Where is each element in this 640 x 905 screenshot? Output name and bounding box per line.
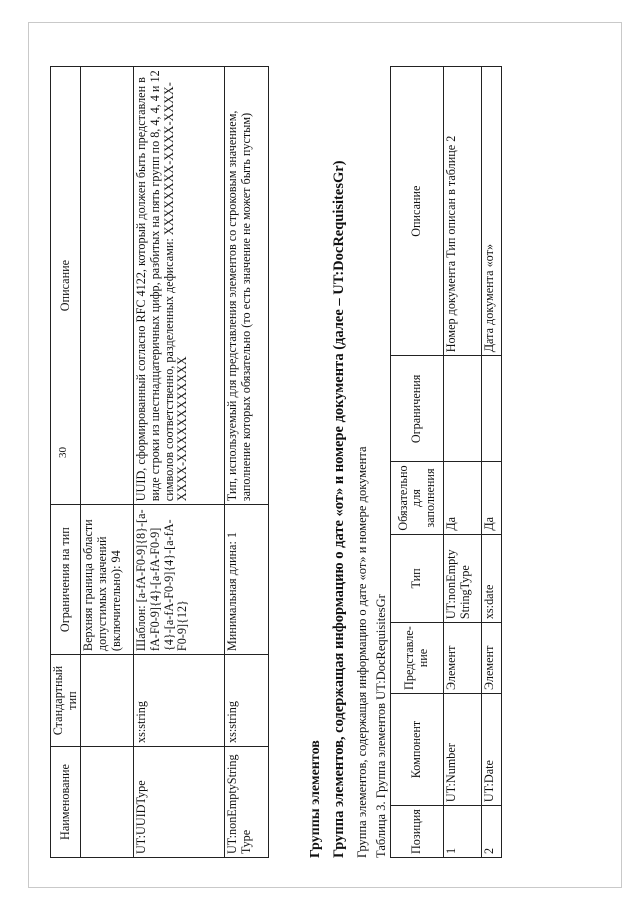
header-description: Описание <box>51 67 81 505</box>
cell-position: 1 <box>444 806 482 858</box>
header-position: Позиция <box>391 806 444 858</box>
header-component: Компонент <box>391 693 444 805</box>
cell-type: UT:nonEmpty StringType <box>444 534 482 623</box>
cell-description: Дата документа «от» <box>482 67 502 356</box>
table-row <box>444 67 482 858</box>
table-row <box>134 67 225 858</box>
cell-type: xs:date <box>482 534 502 623</box>
header-required: Обязательно для заполнения <box>391 462 444 534</box>
page-number: 30 <box>57 447 69 458</box>
table-row <box>225 67 269 858</box>
header-type: Тип <box>391 534 444 623</box>
header-constraints: Ограничения <box>391 356 444 462</box>
cell-representation: Элемент <box>482 623 502 694</box>
types-table <box>50 66 269 858</box>
section-heading: Группы элементов <box>308 740 323 858</box>
cell-required: Да <box>482 462 502 534</box>
cell-description: Тип, используемый для представления элементов со строковым значением, заполнение которых обязательно (то есть значение не может быть пустым) <box>225 67 269 505</box>
header-type-constraints: Ограничения на тип <box>51 505 81 655</box>
table-caption: Таблица 3. Группа элементов UT:DocRequisitesGr <box>374 594 388 858</box>
cell-name: UT:UUIDType <box>134 747 225 858</box>
header-name: Наименование <box>51 747 81 858</box>
cell-constraints <box>444 356 482 462</box>
cell-constraints <box>482 356 502 462</box>
cell-description: UUID, сформированный согласно RFC 4122, который должен быть представлен в виде строки из шестнадцатеричных цифр, разбитых на пять групп по 8, 4, 4, 4 и 12 символов соответственно, разделенных дефисами: XXXXXXXX-XXXX-XXXX-XXXX-XXXXXXXXXXXX <box>134 67 225 505</box>
cell-position: 2 <box>482 806 502 858</box>
cell-component: UT:Date <box>482 693 502 805</box>
cell-name <box>81 747 134 858</box>
group-description: Группа элементов, содержащая информацию о дате «от» и номере документа <box>355 446 369 858</box>
cell-description: Номер документа Тип описан в таблице 2 <box>444 67 482 356</box>
cell-component: UT:Number <box>444 693 482 805</box>
table-row <box>482 67 502 858</box>
header-description: Описание <box>391 67 444 356</box>
header-standard-type: Стандартный тип <box>51 655 81 747</box>
doc-requisites-table <box>390 66 502 858</box>
header-representation: Представле-ние <box>391 623 444 694</box>
cell-required: Да <box>444 462 482 534</box>
rotated-page-content <box>50 58 570 858</box>
cell-standard-type <box>81 655 134 747</box>
table-row <box>81 67 134 858</box>
cell-description <box>81 67 134 505</box>
cell-standard-type: xs:string <box>134 655 225 747</box>
cell-constraints: Шаблон: [a-fA-F0-9]{8}-[a-fA-F0-9]{4}-[a-fA-F0-9]{4}-[a-fA-F0-9]{4}-[a-fA-F0-9]{12} <box>134 505 225 655</box>
cell-name: UT:nonEmptyString Type <box>225 747 269 858</box>
cell-constraints: Верхняя граница области допустимых значений (включительно): 94 <box>81 505 134 655</box>
cell-constraints: Минимальная длина: 1 <box>225 505 269 655</box>
cell-representation: Элемент <box>444 623 482 694</box>
cell-standard-type: xs:string <box>225 655 269 747</box>
group-title: Группа элементов, содержащая информацию о дате «от» и номере документа (далее – UT:DocRequisitesGr) <box>331 160 347 858</box>
